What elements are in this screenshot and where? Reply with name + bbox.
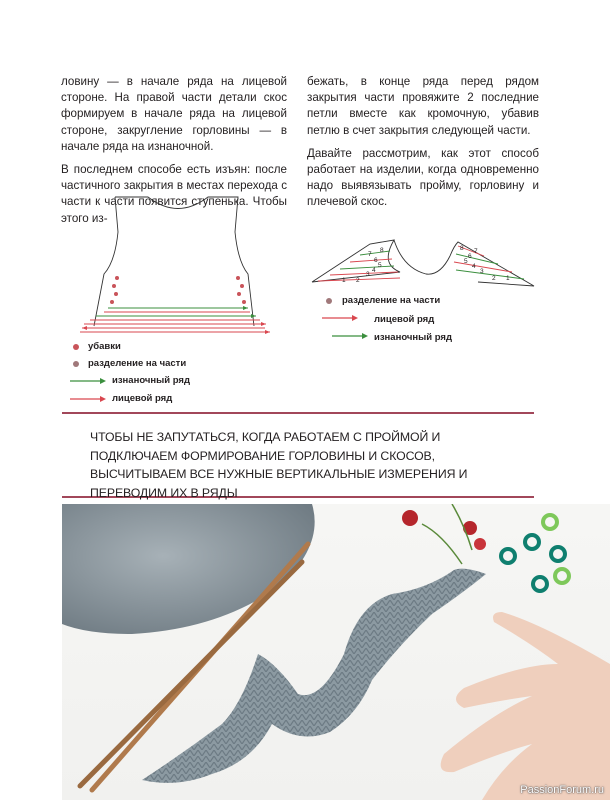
- left-shoulder-outline: [312, 240, 400, 282]
- left-paragraph-2: В последнем способе есть изъян: после частичного закрытия в местах перехода с части к части появится ступенька. Чтобы этого из-: [61, 163, 287, 225]
- wrong-side-arrow-icon: [332, 332, 368, 340]
- left-wing-number: 4: [372, 267, 376, 274]
- wrong-side-arrow-icon: [70, 377, 106, 385]
- hand: [441, 612, 610, 800]
- left-wing-number: 8: [380, 247, 384, 254]
- right-wing-number: 3: [480, 268, 484, 275]
- right-wing-number: 6: [468, 253, 472, 260]
- row-lines: [80, 308, 270, 332]
- right-wing-number: 2: [492, 275, 496, 282]
- decrease-dot-icon: [73, 344, 79, 350]
- right-wing-number: 1: [506, 275, 510, 282]
- decrease-dots: [110, 276, 246, 304]
- left-wing-number: 1: [342, 277, 346, 284]
- left-legend: [70, 340, 270, 406]
- split-dot-icon: [326, 298, 332, 304]
- left-wing-number: 3: [366, 271, 370, 278]
- right-wing-number: 4: [472, 263, 476, 270]
- right-wing-number: 8: [460, 245, 464, 252]
- right-legend: [322, 294, 522, 354]
- right-paragraph-2: Давайте рассмотрим, как этот способ работает на изделии, когда одновременно надо выявязывать пройму, горловину и плечевой скос.: [307, 146, 539, 209]
- left-paragraph-1: ловину — в начале ряда на лицевой стороне. На правой части детали скос формируем в начале ряда на лицевой стороне, закругление горловины — в начале ряда на изнаночной.: [61, 75, 287, 153]
- shoulder-neckline-diagram: [308, 238, 538, 298]
- neckline-curve: [394, 240, 450, 274]
- left-wing-number: 5: [378, 262, 382, 269]
- legend-decreases-label: убавки: [88, 341, 121, 352]
- knitting-photo: [62, 504, 610, 800]
- legend-split-label: разделение на части: [342, 295, 441, 306]
- right-paragraph-1: бежать, в конце ряда перед рядом закрытия части провяжите 2 последние петли вместе как кромочную, убавив петлю в счет закрытия следующей части.: [307, 75, 539, 137]
- callout-text: ЧТОБЫ НЕ ЗАПУТАТЬСЯ, КОГДА РАБОТАЕМ С ПРОЙМОЙ И ПОДКЛЮЧАЕМ ФОРМИРОВАНИЕ ГОРЛОВИНЫ И СКОСОВ, ВЫСЧИТЫВАЕМ ВСЕ НУЖНЫЕ ВЕРТИКАЛЬНЫЕ ИЗМЕРЕНИЯ И ПЕРЕВОДИМ ИХ В РЯДЫ: [90, 430, 468, 500]
- rose-flowers-icon: [402, 504, 486, 564]
- legend-right-side-label: лицевой ряд: [374, 314, 435, 325]
- right-wing-number: 5: [464, 258, 468, 265]
- left-wing-number: 2: [356, 277, 360, 284]
- right-wing-number: 7: [474, 248, 478, 255]
- photo-illustration: [62, 504, 610, 800]
- right-side-arrow-icon: [322, 314, 358, 322]
- garment-front-diagram: [60, 192, 290, 332]
- legend-wrong-side-label: изнаночный ряд: [374, 332, 452, 343]
- yarn-ball: [62, 504, 315, 634]
- right-text-column: [307, 74, 539, 218]
- callout-box: [62, 412, 534, 498]
- left-wing-number: 6: [374, 257, 378, 264]
- right-side-arrow-icon: [70, 395, 106, 403]
- legend-split-label: разделение на части: [88, 358, 187, 369]
- stitch-markers-icon: [501, 515, 569, 591]
- split-dot-icon: [73, 361, 79, 367]
- legend-right-side-label: лицевой ряд: [112, 393, 173, 404]
- watermark: PassionForum.ru: [520, 784, 604, 796]
- legend-wrong-side-label: изнаночный ряд: [112, 375, 190, 386]
- garment-outline: [94, 197, 254, 326]
- left-wing-number: 7: [368, 251, 372, 258]
